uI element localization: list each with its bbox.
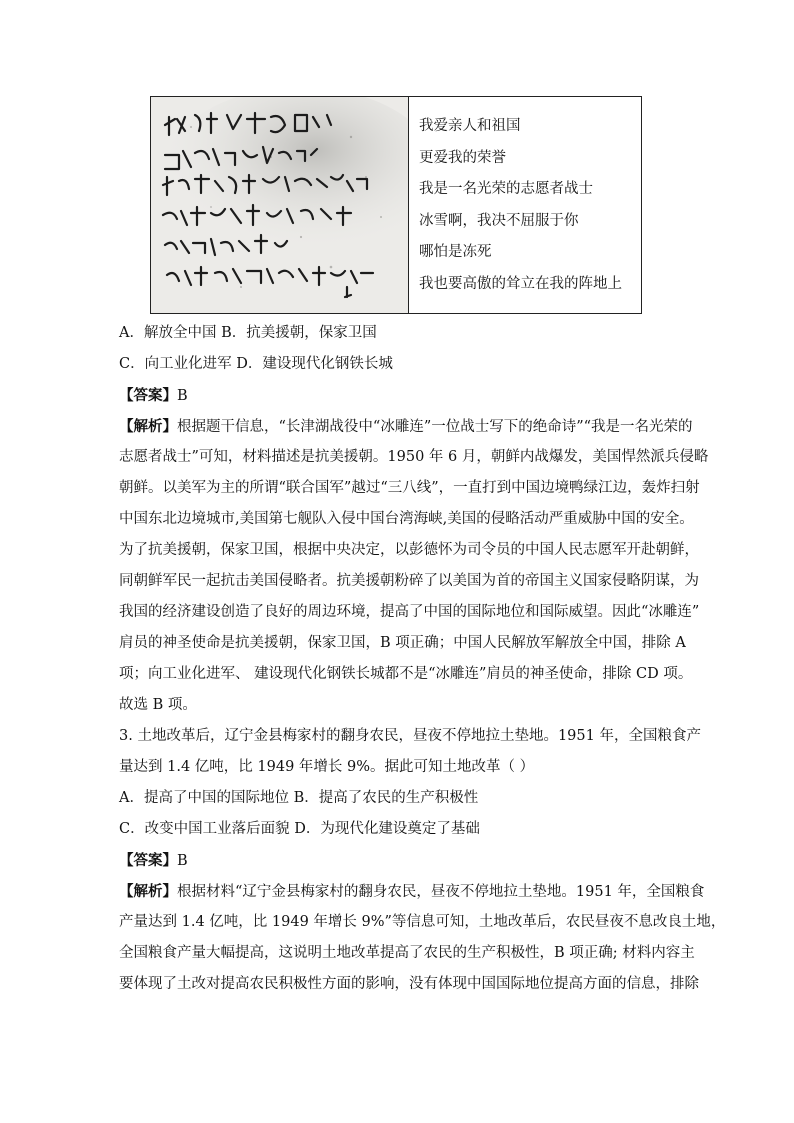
answer-value: B xyxy=(177,388,188,404)
analysis-line: 朝鲜。以美军为主的所谓“联合国军”越过“三八线”，一直打到中国边境鸭绿江边，轰炸扫射 xyxy=(119,480,700,496)
poem-line: 冰雪啊，我决不屈服于你 xyxy=(419,212,579,229)
poem-line: 我爱亲人和祖国 xyxy=(419,118,521,134)
poem-line: 我是一名光荣的志愿者战士 xyxy=(419,181,593,197)
analysis-text: 根据题干信息，“长津湖战役中“冰雕连”一位战士写下的绝命诗”“我是一名光荣的 xyxy=(177,419,693,435)
q2-answer xyxy=(119,380,679,411)
poem-table xyxy=(150,96,642,314)
analysis-text: 根据材料“辽宁金县梅家村的翻身农民，昼夜不停地拉土垫地。1951 年，全国粮食 xyxy=(177,884,705,900)
q3-answer xyxy=(119,845,679,876)
analysis-line: 故选 B 项。 xyxy=(119,697,197,713)
answer-tag: 【答案】 xyxy=(119,852,177,869)
q2-option-line: C．向工业化进军 D．建设现代化钢铁长城 xyxy=(119,356,393,372)
answer-value: B xyxy=(177,853,188,869)
analysis-tag: 【解析】 xyxy=(119,883,177,900)
poem-line: 更爱我的荣誉 xyxy=(419,149,506,166)
analysis-line: 全国粮食产量大幅提高，这说明土地改革提高了农民的生产积极性，B 项正确; 材料内容主 xyxy=(119,945,695,961)
q3-block xyxy=(119,721,726,1000)
q2-option-line: A．解放全中国 B．抗美援朝，保家卫国 xyxy=(119,325,377,341)
analysis-tag: 【解析】 xyxy=(119,418,177,435)
analysis-line: 要体现了土改对提高农民积极性方面的影响，没有体现中国国际地位提高方面的信息，排除 xyxy=(119,976,699,992)
poem-line: 我也要高傲的耸立在我的阵地上 xyxy=(419,275,622,292)
analysis-line: 产量达到 1.4 亿吨，比 1949 年增长 9%”等信息可知，土地改革后，农民昼夜不息改良土地， xyxy=(119,914,726,930)
analysis-line: 项；向工业化进军、 建设现代化钢铁长城都不是“冰雕连”肩员的神圣使命，排除 CD 项。 xyxy=(119,666,693,682)
analysis-line xyxy=(119,876,705,907)
analysis-line: 同朝鲜军民一起抗击美国侵略者。抗美援朝粉碎了以美国为首的帝国主义国家侵略阴谋，为 xyxy=(119,573,699,589)
analysis-line: 中国东北边境城市,美国第七舰队入侵中国台湾海峡,美国的侵略活动严重威胁中国的安全。 xyxy=(119,511,694,527)
analysis-line: 为了抗美援朝，保家卫国，根据中央决定，以彭德怀为司令员的中国人民志愿军开赴朝鲜， xyxy=(119,542,699,558)
q2-options xyxy=(119,318,709,721)
q3-option-line: A．提高了中国的国际地位 B．提高了农民的生产积极性 xyxy=(119,790,479,806)
handwriting-scan xyxy=(151,97,409,313)
q3-option-line: C．改变中国工业落后面貌 D．为现代化建设奠定了基础 xyxy=(119,821,480,837)
poem-line: 哪怕是冻死 xyxy=(419,244,492,260)
q3-stem-line: 量达到 1.4 亿吨，比 1949 年增长 9%。据此可知土地改革（ ） xyxy=(119,759,535,775)
analysis-line xyxy=(119,411,693,442)
analysis-line: 我国的经济建设创造了良好的周边环境，提高了中国的国际地位和国际威望。因此“冰雕连” xyxy=(119,604,700,620)
analysis-line: 肩员的神圣使命是抗美援朝，保家卫国，B 项正确；中国人民解放军解放全中国，排除 A xyxy=(119,635,686,651)
answer-tag: 【答案】 xyxy=(119,387,177,404)
analysis-line: 志愿者战士”可知，材料描述是抗美援朝。1950 年 6 月，朝鲜内战爆发，美国悍然派兵侵略 xyxy=(119,449,709,465)
q3-stem-line: 3. 土地改革后，辽宁金县梅家村的翻身农民，昼夜不停地拉土垫地。1951 年，全国粮食产 xyxy=(119,728,701,744)
handwritten-poem-image xyxy=(151,97,409,313)
poem-transcription xyxy=(409,97,641,313)
